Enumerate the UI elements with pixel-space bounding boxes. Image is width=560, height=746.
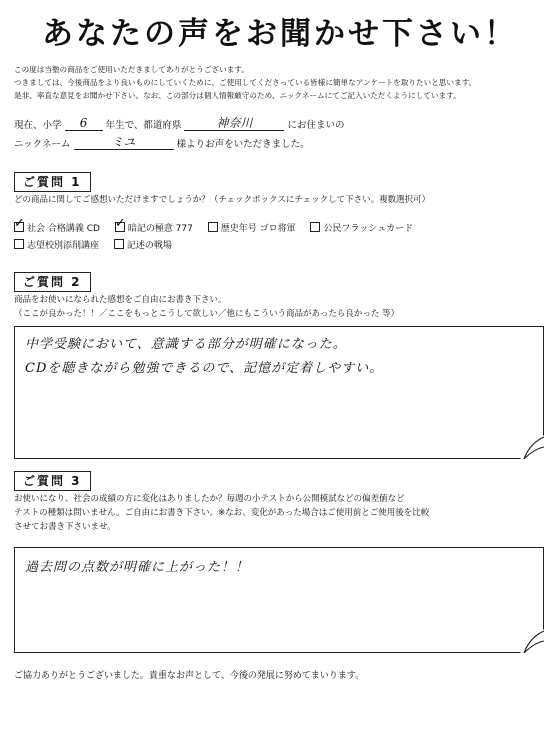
intro-line: つきましては、今後商品をより良いものにしていくために、ご使用してくださっている皆様に簡単なアンケートを取りたいと思います。 [14,78,477,87]
checkbox[interactable] [208,222,218,232]
question-1-text [14,193,430,207]
question-3-text [14,492,429,534]
question-2-text [14,293,399,321]
closing-text: ご協力ありがとうございました。貴重なお声として、今後の発展に努めてまいります。 [14,671,365,681]
answer-box-3[interactable] [14,547,544,653]
answer-3-line: 過去問の点数が明確に上がった！！ [25,560,250,575]
option-label: 社会 合格講義 CD [27,224,100,234]
grade-row [14,116,344,131]
page-title: あなたの声をお聞かせ下さい！ [42,16,518,52]
grade-field[interactable]: 6 [65,116,103,131]
checkbox[interactable] [114,239,124,249]
nickname-field[interactable]: ミユ [74,135,174,150]
nickname-row [14,135,310,150]
checkbox[interactable] [14,239,24,249]
question-2-line: 商品をお使いになられた感想をご自由にお書き下さい。 [14,295,227,305]
product-options [14,221,425,255]
option-correction-course[interactable] [14,238,99,255]
answer-box-2[interactable] [14,326,544,459]
question-2-line: （ここが良かった！！／ここをもっとこうして欲しい／他にもこういう商品があったら良かった 等） [14,309,400,319]
options-row-1 [14,221,425,238]
option-writing-battlefield[interactable] [114,238,172,255]
question-3-line: させてお書き下さいませ。 [14,522,116,532]
page-curl-icon [520,629,544,653]
answer-2-line: 中学受験において、意識する部分が明確になった。 [25,337,347,352]
checkbox[interactable] [115,222,125,232]
option-label: 暗記の極意 777 [127,224,193,234]
grade-prefix: 現在、小学 [14,120,62,131]
prefecture-field[interactable]: 神奈川 [184,116,284,131]
option-label: 公民フラッシュカード [323,224,414,234]
option-label: 志望校別添削講座 [27,241,100,251]
nickname-label: ニックネーム [14,139,71,150]
question-1-label: ご質問 1 [14,172,91,192]
nickname-suffix: 様よりお声をいただきました。 [176,139,310,150]
checkbox[interactable] [14,222,24,232]
question-3-line: テストの種類は問いません。ご自由にお書き下さい。※なお、変化があった場合はご使用前とご使用後を比較 [14,508,430,518]
option-history-years[interactable] [208,221,296,238]
option-civics-cards[interactable] [310,221,413,238]
grade-suffix: 年生で、都道府県 [105,120,182,131]
checkbox[interactable] [310,222,320,232]
options-row-2 [14,238,425,255]
option-memorize-777[interactable] [115,221,193,238]
intro-text [14,63,550,102]
intro-line: この度は当塾の商品をご使用いただきましてありがとうございます。 [14,65,249,74]
question-3-label: ご質問 3 [14,471,91,491]
option-label: 記述の戦場 [126,241,172,251]
intro-line: 是非、率直な意見をお聞かせ下さい。なお、この部分は個人情報厳守のため、ニックネームにてご記入いただくようにしています。 [14,91,461,100]
option-social-cd[interactable] [14,221,100,238]
question-3-line: お使いになり、社会の成績の方に変化はありましたか？毎週の小テストから公開模試などの偏差値など [14,494,405,504]
answer-2-line: CDを聴きながら勉強できるので、記憶が定着しやすい。 [25,361,384,376]
question-1-line: どの商品に関してご感想いただけますでしょうか？（チェックボックスにチェックして下さい。複数選択可） [14,195,431,205]
question-2-label: ご質問 2 [14,272,91,292]
option-label: 歴史年号 ゴロ将軍 [220,224,296,234]
page-curl-icon [520,435,544,459]
prefecture-suffix: にお住まいの [287,120,345,131]
